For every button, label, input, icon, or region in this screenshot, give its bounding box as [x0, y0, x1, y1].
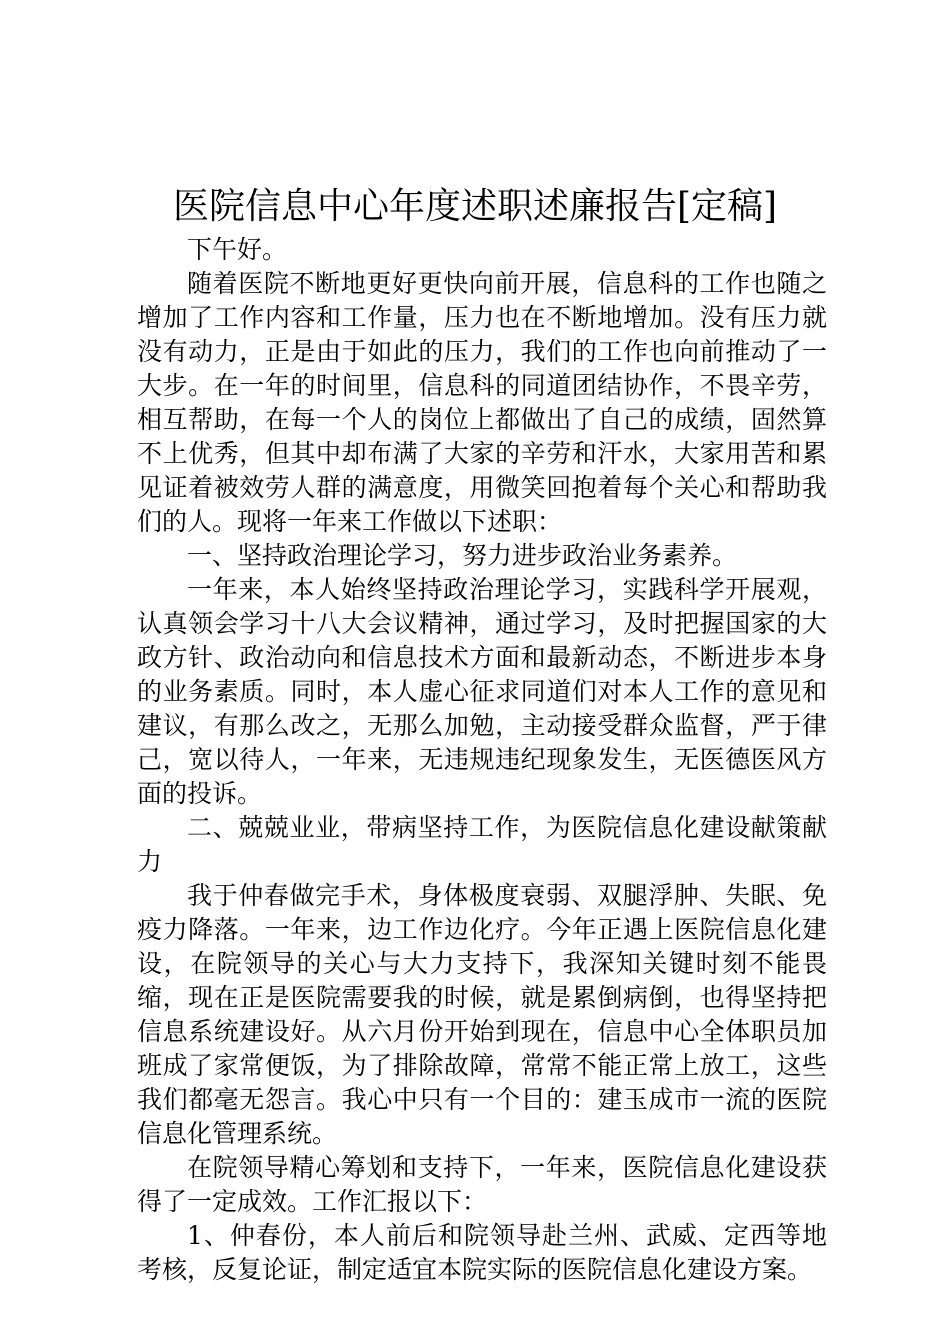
paragraph-report-intro: 在院领导精心筹划和支持下，一年来，医院信息化建设获得了一定成效。工作汇报以下：	[137, 1153, 827, 1216]
section-heading-1: 一、坚持政治理论学习，努力进步政治业务素养。	[187, 541, 738, 570]
paragraph-section-1: 一年来，本人始终坚持政治理论学习，实践科学开展观，认真领会学习十八大会议精神，通过学习，及时把握国家的大政方针、政治动向和信息技术方面和最新动态，不断进步本身的业务素质。同时，本人虚心征求同道们对本人工作的意见和建议，有那么改之，无那么加勉，主动接受群众监督，严于律己，宽以待人，一年来，无违规违纪现象发生，无医德医风方面的投诉。	[137, 575, 827, 808]
paragraph-greeting: 下午好。	[187, 235, 288, 264]
document-body	[137, 233, 827, 1287]
paragraph-item-1: 1、仲春份，本人前后和院领导赴兰州、武威、定西等地考核，反复论证，制定适宜本院实际的医院信息化建设方案。	[137, 1221, 827, 1284]
document-title: 医院信息中心年度述职述廉报告[定稿]	[172, 186, 778, 227]
paragraph-intro: 随着医院不断地更好更快向前开展，信息科的工作也随之增加了工作内容和工作量，压力也在不断地增加。没有压力就没有动力，正是由于如此的压力，我们的工作也向前推动了一大步。在一年的时间里，信息科的同道团结协作，不畏辛劳，相互帮助，在每一个人的岗位上都做出了自己的成绩，固然算不上优秀，但其中却布满了大家的辛劳和汗水，大家用苦和累见证着被效劳人群的满意度，用微笑回抱着每个关心和帮助我们的人。现将一年来工作做以下述职：	[137, 269, 827, 536]
section-heading-2: 二、兢兢业业，带病坚持工作，为医院信息化建设献策献力	[137, 813, 827, 876]
paragraph-section-2: 我于仲春做完手术，身体极度衰弱、双腿浮肿、失眠、免疫力降落。一年来，边工作边化疗。今年正遇上医院信息化建设，在院领导的关心与大力支持下，我深知关键时刻不能畏缩，现在正是医院需要我的时候，就是累倒病倒，也得坚持把信息系统建设好。从六月份开始到现在，信息中心全体职员加班成了家常便饭，为了排除故障，常常不能正常上放工，这些我们都毫无怨言。我心中只有一个目的：建玉成市一流的医院信息化管理系统。	[137, 881, 827, 1148]
